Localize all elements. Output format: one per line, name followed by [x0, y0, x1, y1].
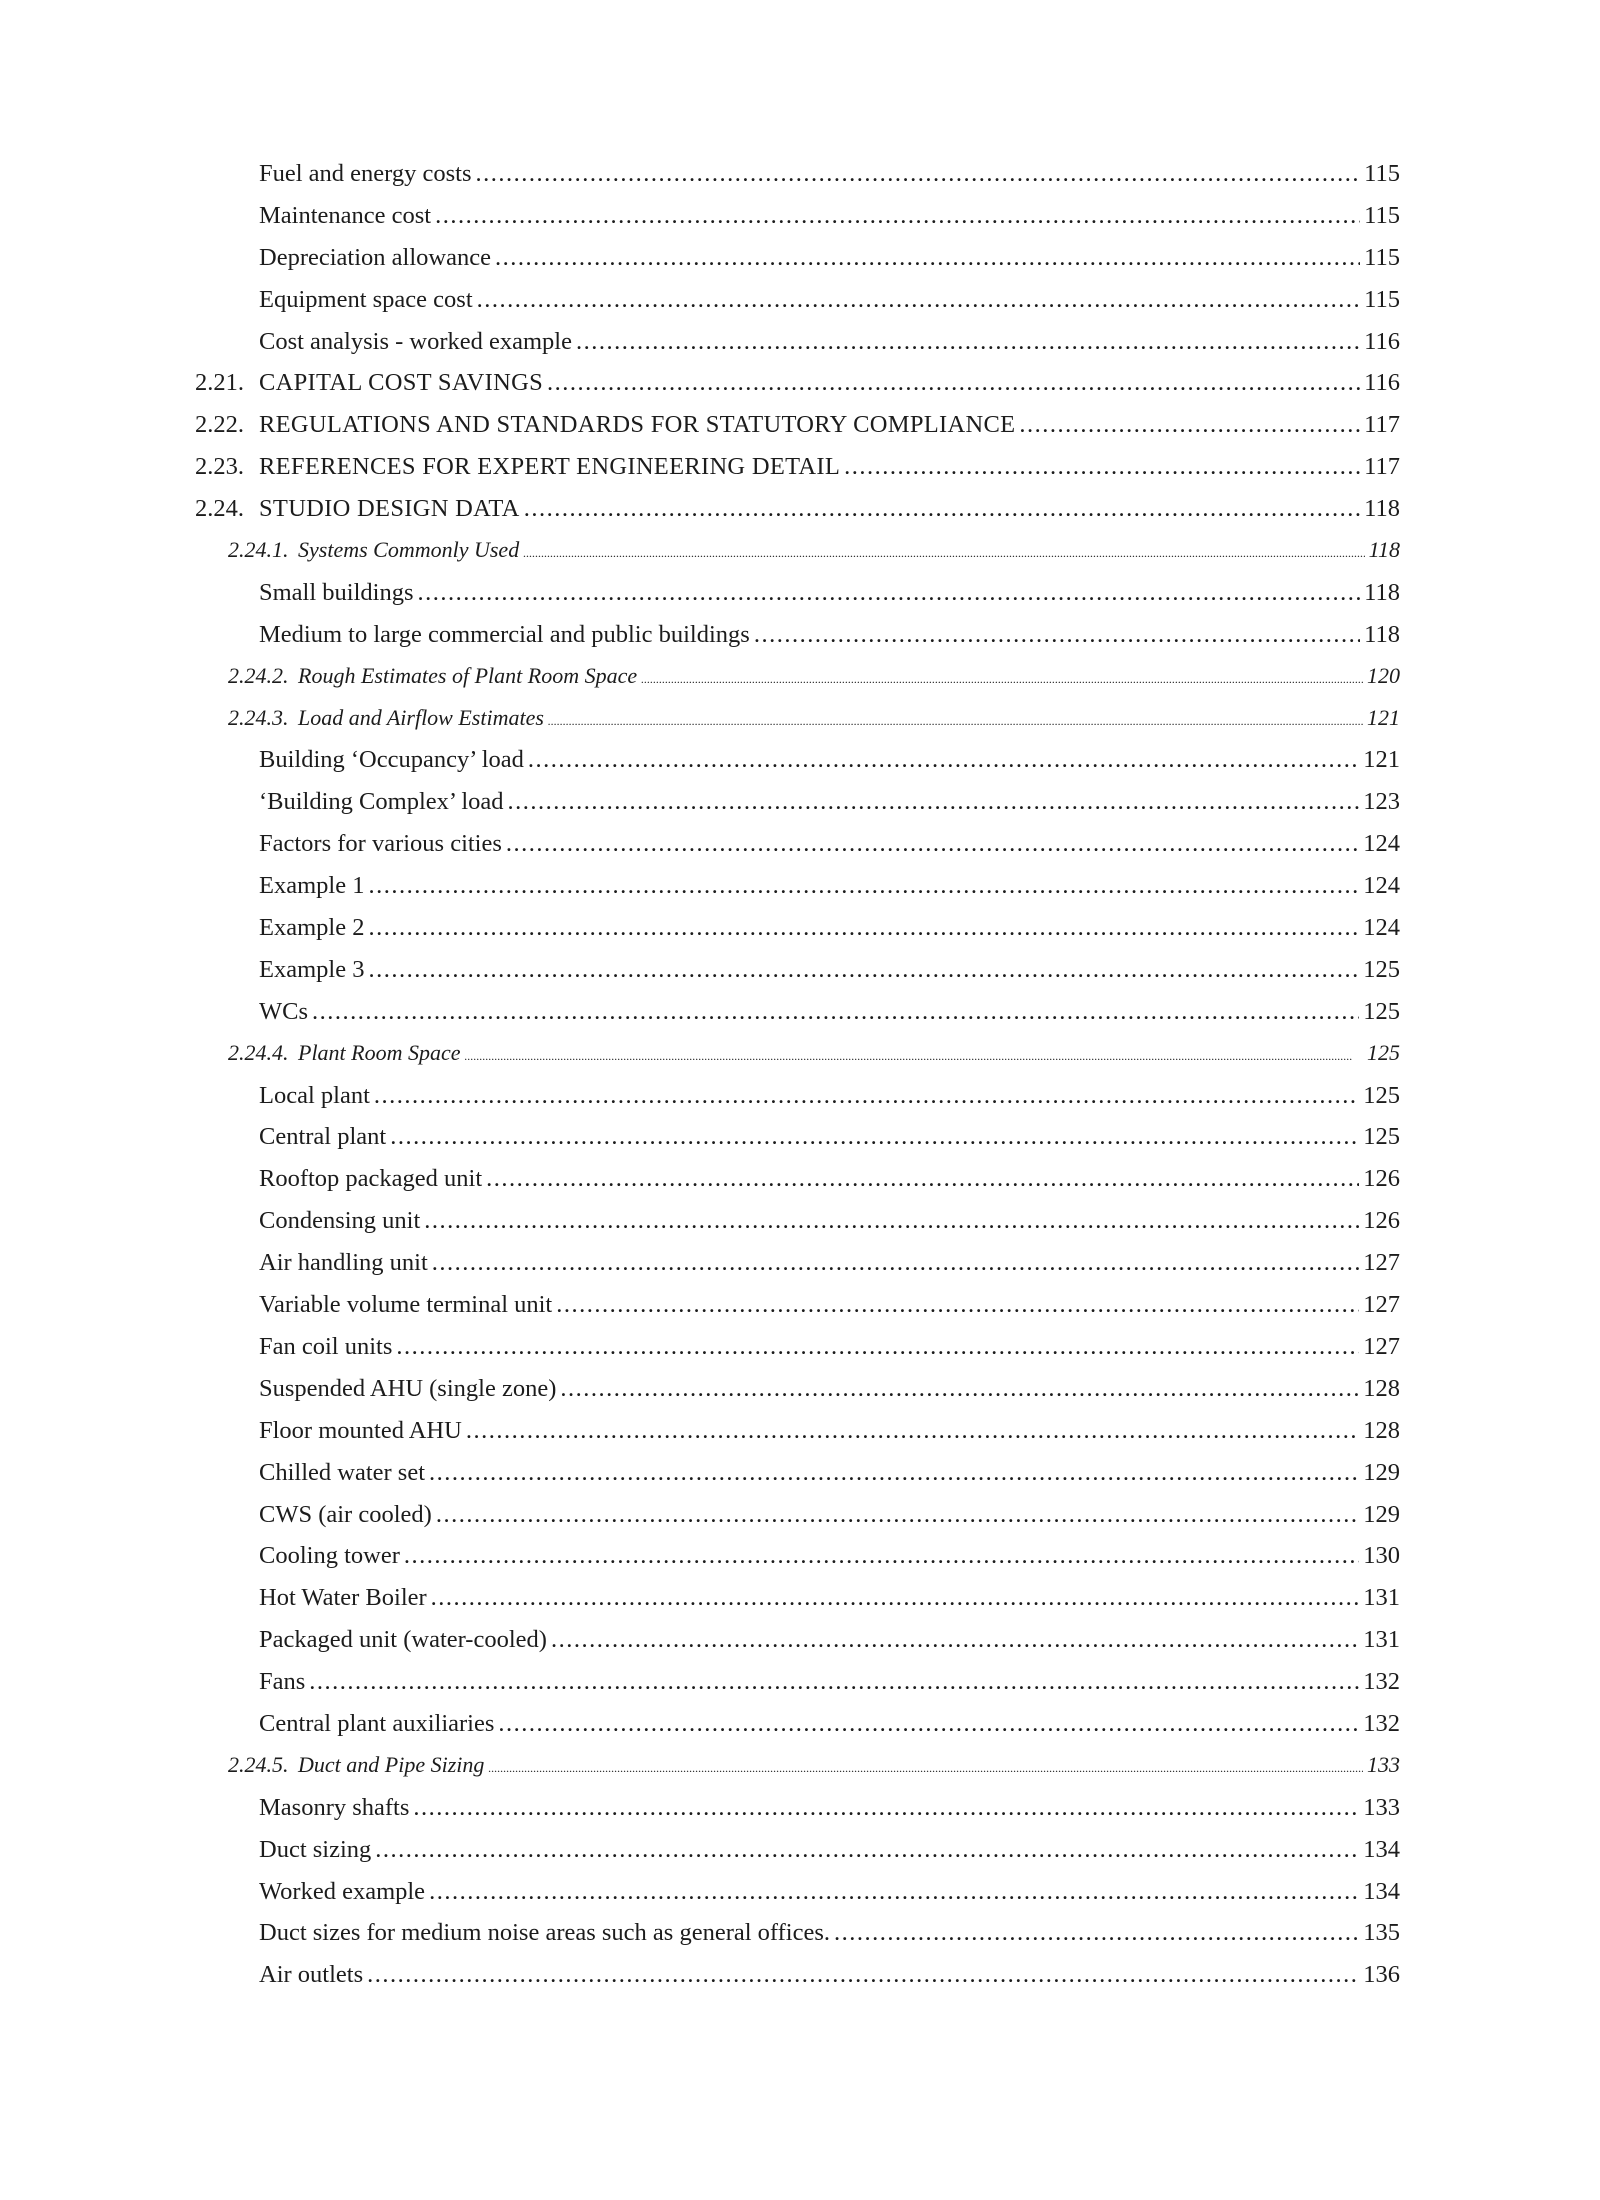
toc-entry-title: Packaged unit (water-cooled): [259, 1626, 547, 1654]
dot-leader: [506, 830, 1359, 858]
toc-entry-title: REGULATIONS AND STANDARDS FOR STATUTORY COMPLIANCE: [259, 411, 1016, 439]
toc-entry-title: Fan coil units: [259, 1332, 393, 1360]
toc-entry-page-number: 126: [1363, 1207, 1400, 1235]
toc-entry-page-number: 118: [1364, 495, 1400, 523]
toc-entry-title: Central plant auxiliaries: [259, 1709, 495, 1737]
toc-entry-page-number: 120: [1367, 662, 1400, 688]
toc-entry[interactable]: [195, 1375, 1400, 1417]
toc-entry-page-number: 121: [1363, 746, 1400, 774]
dot-leader: [495, 244, 1360, 272]
toc-entry[interactable]: [195, 1668, 1400, 1710]
toc-entry[interactable]: [195, 914, 1400, 956]
toc-entry-page-number: 125: [1363, 997, 1400, 1025]
toc-entry-title: Floor mounted AHU: [259, 1416, 462, 1444]
dot-leader: [524, 495, 1360, 523]
toc-entry-title: Masonry shafts: [259, 1793, 410, 1821]
toc-entry[interactable]: [195, 411, 1400, 453]
toc-entry-title: Systems Commonly Used: [298, 537, 520, 563]
dot-leader: [424, 1207, 1359, 1235]
dot-leader: [435, 202, 1360, 230]
toc-entry-title: CAPITAL COST SAVINGS: [259, 369, 544, 397]
toc-entry-title: Condensing unit: [259, 1207, 421, 1235]
toc-entry-page-number: 131: [1363, 1626, 1400, 1654]
toc-entry-page-number: 129: [1363, 1500, 1400, 1528]
dot-leader: [523, 546, 1364, 561]
toc-entry-page-number: 126: [1363, 1165, 1400, 1193]
toc-entry[interactable]: [195, 1626, 1400, 1668]
dot-leader: [1019, 411, 1360, 439]
toc-entry-page-number: 128: [1363, 1374, 1400, 1402]
dot-leader: [367, 1961, 1359, 1989]
toc-entry-title: Small buildings: [259, 578, 414, 606]
toc-entry-page-number: 124: [1363, 914, 1400, 942]
toc-entry-page-number: 136: [1363, 1961, 1400, 1989]
toc-entry-page-number: 125: [1363, 955, 1400, 983]
toc-entry-title: STUDIO DESIGN DATA: [259, 495, 520, 523]
toc-entry-title: Central plant: [259, 1123, 387, 1151]
toc-entry-title: Example 1: [259, 872, 365, 900]
toc-entry-page-number: 118: [1364, 620, 1400, 648]
toc-entry-number: 2.22.: [195, 411, 244, 439]
toc-entry-page-number: 133: [1367, 1751, 1400, 1777]
toc-entry-number: 2.21.: [195, 369, 244, 397]
toc-entry-title: Fuel and energy costs: [259, 160, 472, 187]
toc-entry-page-number: 115: [1364, 243, 1400, 271]
toc-entry-title: Example 2: [259, 914, 365, 942]
toc-entry-title: WCs: [259, 997, 308, 1025]
toc-entry-page-number: 124: [1363, 872, 1400, 900]
toc-entry[interactable]: [195, 1417, 1400, 1459]
toc-entry[interactable]: [195, 1249, 1400, 1291]
toc-entry[interactable]: [195, 788, 1400, 830]
toc-entry-page-number: 116: [1364, 369, 1400, 397]
toc-entry-title: Suspended AHU (single zone): [259, 1374, 557, 1402]
dot-leader: [432, 1249, 1359, 1277]
dot-leader: [560, 1375, 1359, 1403]
dot-leader: [418, 579, 1361, 607]
dot-leader: [390, 1123, 1359, 1151]
toc-entry-page-number: 127: [1363, 1249, 1400, 1277]
toc-entry[interactable]: [195, 453, 1400, 495]
toc-entry-page-number: 132: [1363, 1668, 1400, 1696]
toc-entry-page-number: 128: [1363, 1416, 1400, 1444]
toc-entry-page-number: 115: [1364, 160, 1400, 187]
toc-entry[interactable]: [195, 537, 1400, 579]
toc-entry-number: 2.24.1.: [228, 537, 289, 563]
dot-leader: [551, 1626, 1359, 1654]
toc-entry-title: Duct sizing: [259, 1835, 372, 1863]
dot-leader: [396, 1333, 1359, 1361]
toc-entry[interactable]: [195, 328, 1400, 370]
toc-entry[interactable]: [195, 1710, 1400, 1752]
toc-entry-page-number: 132: [1363, 1709, 1400, 1737]
dot-leader: [556, 1291, 1359, 1319]
toc-entry-page-number: 115: [1364, 201, 1400, 229]
toc-entry-title: Factors for various cities: [259, 830, 502, 858]
dot-leader: [477, 286, 1361, 314]
toc-entry-title: Depreciation allowance: [259, 243, 491, 271]
toc-entry[interactable]: [195, 663, 1400, 705]
toc-entry[interactable]: [195, 1794, 1400, 1836]
toc-entry-title: Local plant: [259, 1081, 370, 1109]
toc-entry[interactable]: [195, 244, 1400, 286]
toc-entry[interactable]: [195, 1752, 1400, 1794]
toc-entry[interactable]: [195, 1291, 1400, 1333]
toc-entry-number: 2.23.: [195, 453, 244, 481]
toc-entry[interactable]: [195, 1207, 1400, 1249]
toc-entry[interactable]: [195, 495, 1400, 537]
dot-leader: [476, 160, 1361, 188]
toc-entry-page-number: 127: [1363, 1332, 1400, 1360]
dot-leader: [528, 746, 1359, 774]
toc-entry-page-number: 135: [1363, 1919, 1400, 1947]
table-of-contents: [195, 160, 1400, 2003]
toc-entry-page-number: 129: [1363, 1458, 1400, 1486]
toc-entry[interactable]: [195, 202, 1400, 244]
dot-leader: [375, 1836, 1359, 1864]
toc-entry-page-number: 118: [1364, 578, 1400, 606]
dot-leader: [312, 998, 1359, 1026]
dot-leader: [404, 1542, 1359, 1570]
toc-entry-title: Worked example: [259, 1877, 426, 1905]
toc-entry[interactable]: [195, 1123, 1400, 1165]
toc-entry[interactable]: [195, 621, 1400, 663]
toc-entry[interactable]: [195, 369, 1400, 411]
toc-entry-page-number: 123: [1363, 788, 1400, 816]
dot-leader: [368, 956, 1359, 984]
dot-leader: [754, 621, 1360, 649]
toc-entry-title: Medium to large commercial and public buildings: [259, 620, 750, 648]
toc-entry-page-number: 131: [1363, 1584, 1400, 1612]
toc-entry[interactable]: [195, 286, 1400, 328]
dot-leader: [641, 672, 1363, 687]
dot-leader: [374, 1082, 1359, 1110]
toc-entry-title: Air handling unit: [259, 1249, 428, 1277]
toc-entry-title: Plant Room Space: [298, 1039, 461, 1065]
toc-entry[interactable]: [195, 1919, 1400, 1961]
toc-entry-title: Rooftop packaged unit: [259, 1165, 483, 1193]
dot-leader: [488, 1761, 1363, 1776]
toc-entry-title: Equipment space cost: [259, 285, 473, 313]
toc-entry-title: ‘Building Complex’ load: [259, 788, 504, 816]
toc-entry[interactable]: [195, 1542, 1400, 1584]
dot-leader: [368, 914, 1359, 942]
toc-entry[interactable]: [195, 998, 1400, 1040]
toc-entry-page-number: 116: [1364, 327, 1400, 355]
dot-leader: [309, 1668, 1359, 1696]
toc-entry[interactable]: [195, 579, 1400, 621]
toc-entry-page-number: 117: [1364, 453, 1400, 481]
toc-entry-title: Load and Airflow Estimates: [298, 704, 544, 730]
toc-entry-title: CWS (air cooled): [259, 1500, 432, 1528]
dot-leader: [368, 872, 1359, 900]
toc-entry-number: 2.24.2.: [228, 662, 289, 688]
dot-leader: [576, 328, 1360, 356]
toc-entry[interactable]: [195, 1082, 1400, 1124]
toc-entry-page-number: 121: [1367, 704, 1400, 730]
toc-entry-title: REFERENCES FOR EXPERT ENGINEERING DETAIL: [259, 453, 841, 481]
toc-entry[interactable]: [195, 705, 1400, 747]
toc-entry-page-number: 118: [1368, 537, 1400, 563]
dot-leader: [436, 1501, 1359, 1529]
toc-entry-title: Variable volume terminal unit: [259, 1291, 553, 1319]
toc-entry-title: Fans: [259, 1668, 306, 1696]
toc-entry-page-number: 124: [1363, 830, 1400, 858]
dot-leader: [486, 1165, 1359, 1193]
toc-entry-title: Hot Water Boiler: [259, 1584, 427, 1612]
toc-entry-page-number: 125: [1363, 1081, 1400, 1109]
toc-entry-title: Cost analysis - worked example: [259, 327, 572, 355]
toc-entry[interactable]: [195, 1836, 1400, 1878]
dot-leader: [548, 714, 1363, 729]
toc-entry-page-number: 134: [1363, 1835, 1400, 1863]
toc-entry[interactable]: [195, 1961, 1400, 2003]
toc-entry[interactable]: [195, 1333, 1400, 1375]
dot-leader: [429, 1878, 1359, 1906]
toc-entry[interactable]: [195, 1040, 1400, 1082]
toc-entry-title: Rough Estimates of Plant Room Space: [298, 662, 638, 688]
toc-entry-page-number: 133: [1363, 1793, 1400, 1821]
toc-entry-page-number: 134: [1363, 1877, 1400, 1905]
dot-leader: [466, 1417, 1359, 1445]
toc-entry[interactable]: [195, 1878, 1400, 1920]
dot-leader: [834, 1919, 1359, 1947]
toc-entry-title: Air outlets: [259, 1961, 364, 1989]
toc-entry-page-number: 125: [1363, 1123, 1400, 1151]
toc-entry-number: 2.24.4.: [228, 1039, 289, 1065]
toc-entry-title: Duct and Pipe Sizing: [298, 1751, 485, 1777]
toc-entry-title: Chilled water set: [259, 1458, 426, 1486]
dot-leader: [498, 1710, 1359, 1738]
toc-entry-page-number: 125: [1367, 1039, 1400, 1065]
toc-entry-title: Example 3: [259, 955, 365, 983]
dot-leader: [844, 453, 1360, 481]
dot-leader: [547, 369, 1360, 397]
toc-entry[interactable]: [195, 872, 1400, 914]
toc-entry-title: Cooling tower: [259, 1542, 400, 1570]
toc-entry[interactable]: [195, 160, 1400, 202]
toc-entry[interactable]: [195, 1165, 1400, 1207]
toc-entry-title: Duct sizes for medium noise areas such as general offices.: [259, 1919, 831, 1947]
toc-entry-number: 2.24.3.: [228, 704, 289, 730]
toc-entry[interactable]: [195, 1501, 1400, 1543]
toc-entry-title: Maintenance cost: [259, 201, 432, 229]
dot-leader: [508, 788, 1360, 816]
toc-entry-page-number: 115: [1364, 285, 1400, 313]
toc-entry-page-number: 127: [1363, 1291, 1400, 1319]
toc-entry-page-number: 117: [1364, 411, 1400, 439]
toc-entry-number: 2.24.: [195, 495, 244, 523]
toc-entry[interactable]: [195, 746, 1400, 788]
toc-entry[interactable]: [195, 830, 1400, 872]
dot-leader: [465, 1049, 1363, 1064]
toc-entry-title: Building ‘Occupancy’ load: [259, 746, 524, 774]
toc-entry[interactable]: [195, 1584, 1400, 1626]
toc-entry-number: 2.24.5.: [228, 1751, 289, 1777]
toc-entry[interactable]: [195, 1459, 1400, 1501]
dot-leader: [413, 1794, 1359, 1822]
dot-leader: [431, 1584, 1360, 1612]
dot-leader: [429, 1459, 1359, 1487]
toc-entry[interactable]: [195, 956, 1400, 998]
toc-entry-page-number: 130: [1363, 1542, 1400, 1570]
